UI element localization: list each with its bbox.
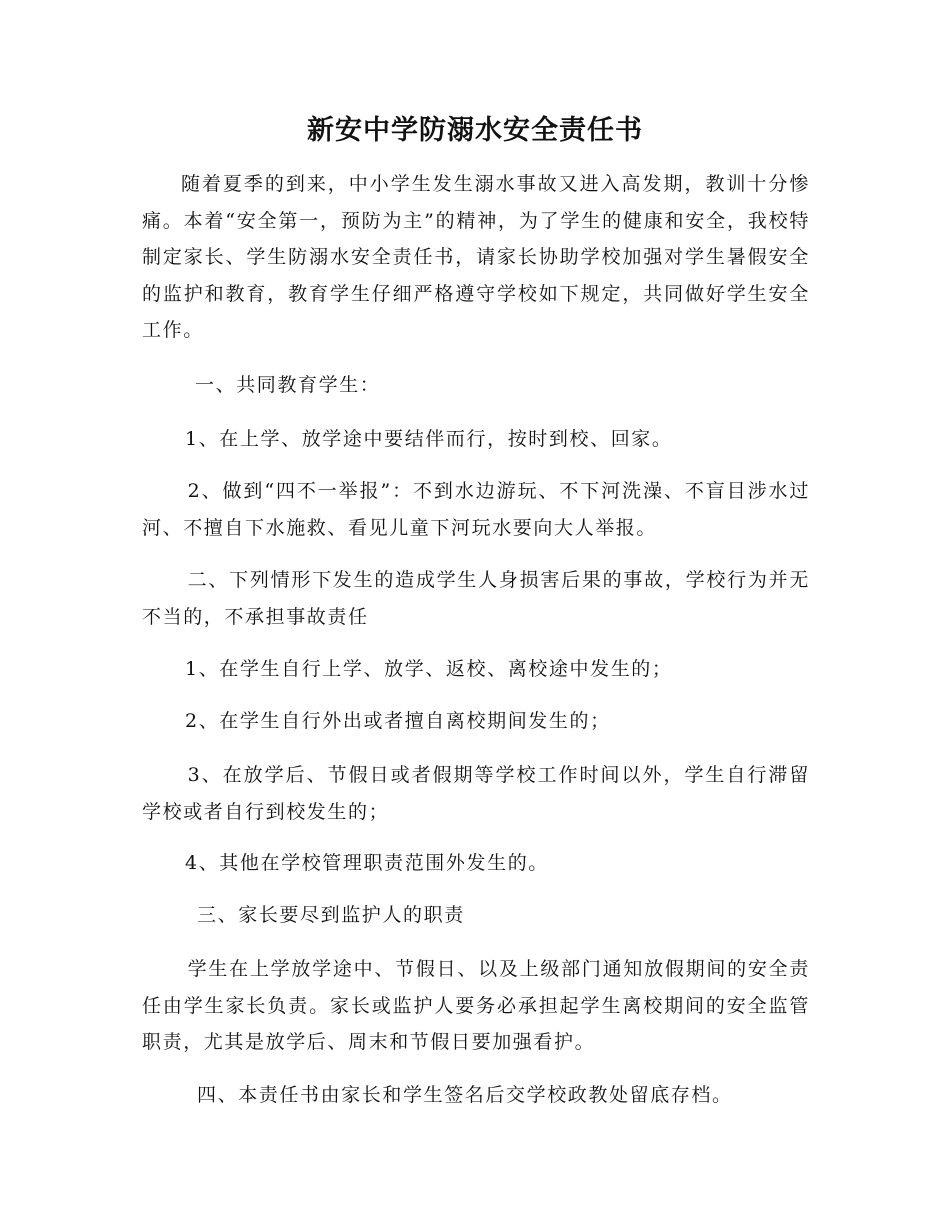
section2-item-3: 3、在放学后、节假日或者假期等学校工作时间以外，学生自行滞留学校或者自行到校发生的； — [142, 764, 810, 823]
section2-item-4: 4、其他在学校管理职责范围外发生的。 — [185, 852, 549, 874]
section2-item-2: 2、在学生自行外出或者擅自离校期间发生的； — [185, 710, 611, 732]
section2-item-1: 1、在学生自行上学、放学、返校、离校途中发生的； — [185, 658, 673, 680]
document-title: 新安中学防溺水安全责任书 — [307, 115, 643, 146]
section3-body: 学生在上学放学途中、节假日、以及上级部门通知放假期间的安全责任由学生家长负责。家长或监护人要务必承担起学生离校期间的安全监管职责，尤其是放学后、周末和节假日要加强看护。 — [142, 958, 810, 1053]
section1-item-2: 2、做到“四不一举报”：不到水边游玩、不下河洗澡、不盲目涉水过河、不擅自下水施救、看见儿童下河玩水要向大人举报。 — [142, 480, 810, 539]
section1-item-1: 1、在上学、放学途中要结伴而行，按时到校、回家。 — [185, 428, 673, 450]
intro-paragraph: 随着夏季的到来，中小学生发生溺水事故又进入高发期，教训十分惨痛。本着“安全第一，预防为主”的精神，为了学生的健康和安全，我校特制定家长、学生防溺水安全责任书，请家长协助学校加强对学生暑假安全的监护和教育，教育学生仔细严格遵守学校如下规定，共同做好学生安全工作。 — [142, 173, 810, 341]
section4-heading: 四、本责任书由家长和学生签名后交学校政教处留底存档。 — [197, 1084, 733, 1106]
section2-heading: 二、下列情形下发生的造成学生人身损害后果的事故，学校行为并无不当的，不承担事故责任 — [142, 569, 810, 628]
section3-heading: 三、家长要尽到监护人的职责 — [197, 904, 465, 926]
section1-heading: 一、共同教育学生： — [195, 374, 381, 396]
